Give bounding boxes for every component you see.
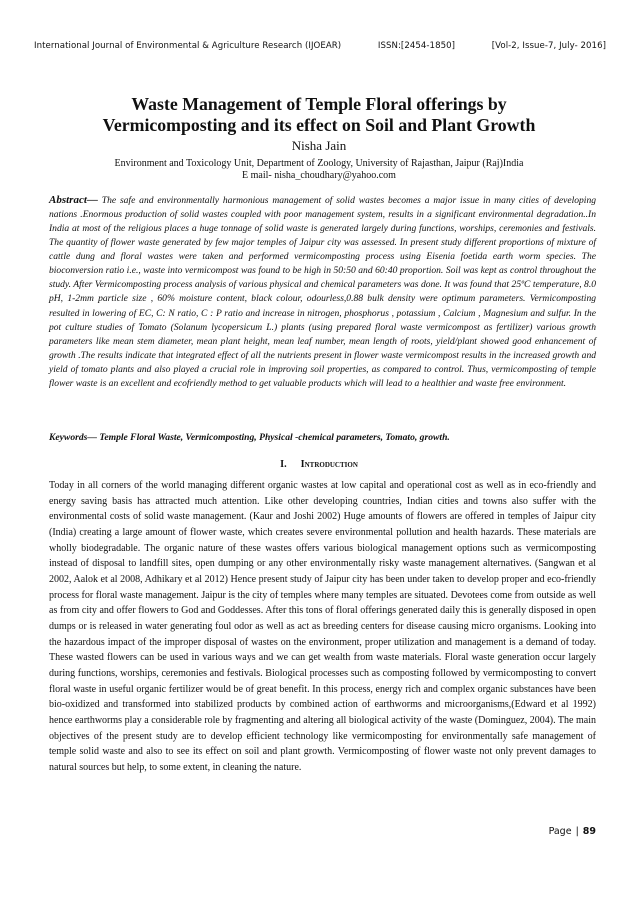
abstract-text: The safe and environmentally harmonious management of solid wastes becomes a major issue in many cities of developing nations .Enormous production of solid wastes coupled with poor management system, results in a significant environmental degradation..In India at most of the religious places a huge tonnage of solid waste is generated largely during functions, worships, ceremonies and festivals. The quantity of flower waste generated by few major temples of Jaipur city was assessed. In present study different proportions of mixture of cattle dung and floral wastes were taken and performed vermicomposting process using Eisenia foetida earth worm species. The bioconversion ratio i.e., waste into vermicompost was found to be high in 50:50 and 60:40 proportion. Soil was kept as control throughout the study. After Vermicomposting process analysis of various physical and chemical parameters was done. It was found that 25ºC temperature, 8.0 pH, 1-2mm particle size , 60% moisture content, black colour, odourless,0.88 bulk density were optimum parameters. Vermicomposting resulted in lowering of EC, C: N ratio, C : P ratio and increase in nitrogen, phosphorus , potassium , Calcium , Magnesium and sulfur. In the pot culture studies of Tomato (Solanum lycopersicum L.) plants (using prepared floral waste vermicompost as fertilizer) various growth parameters like mean stem diameter, mean plant height, mean leaf number, mean length of roots, yield/plant showed good enhancement of growth .The results indicate that integrated effect of all the nutrients present in flower waste vermicompost results in the increased growth and yield of tomato plants and also played a crucial role in improving soil properties, as compared to control. Thus, vermicomposting of temple flower waste is an excellent and ecofriendly method to get valuable products which will lead to a healthier and waste free environment.	[49, 195, 596, 389]
section-number: I.	[280, 459, 287, 470]
title-line-2: Vermicomposting and its effect on Soil and Plant Growth	[102, 114, 536, 135]
paper-title	[40, 94, 598, 135]
page-label: Page	[548, 826, 572, 837]
volume-issue: [Vol-2, Issue-7, July- 2016]	[491, 41, 606, 51]
footer-separator: |	[575, 826, 579, 837]
running-header	[34, 41, 606, 51]
introduction-text: Today in all corners of the world managing different organic wastes at low capital and operational cost as well as in eco-friendly and energy saving basis has attracted much attention. Like other developing countries, Indian cities and towns also suffer with the environmental costs of solid waste management. (Kaur and Joshi 2002) Huge amounts of flowers are offered in temples of Jaipur city (India) creating a large amount of flower waste, which creates severe environmental pollution and health hazards. These materials are wholly biodegradable. The organic nature of these wastes offers various biological management options such as vermicomposting instead of disposal to landfill sites, open dumping or any other environmentally risky waste management alternatives. (Sangwan et al 2002, Aalok et al 2008, Adhikary et al 2012) Hence present study of Jaipur city has been under taken to develop proper and eco-friendly process for floral waste management. Jaipur is the city of temples where many temples are situated. Devotees come from outside as well as from city and offer flowers to God and Goddesses. After this tons of floral offerings generated daily this is generally disposed in open dumps or is released in water generating foul odor as well as act as breeding centers for disease causing micro organisms. Looking into the hazardous impact of the improper disposal of wastes on the environment, proper utilization and management is a demand of today. These wasted flowers can be used in various ways and we can get wealth from waste materials. Floral waste generation occur largely during functions, worships, ceremonies and festivals. Biological processes such as composting followed by vermicomposting to convert floral waste in useful organic fertilizer would be of great benefit. In this process, energy rich and complex organic substances have been bio-oxidized and transformed into stabilized products by combined action of earthworms and microorganisms,(Edward et al 1992) hence earthworms play a considerable role by fragmenting and altering all biological activity of the waste (Dominguez, 2004). The main objectives of the present study are to develop efficient technology like vermicomposting for environmentally safe management of temple solid waste and also to see its effect on soil and plant growth. Vermicomposting of flower waste not only prevent damages to natural sources but help, to some extent, in cleaning the nature.	[49, 480, 596, 774]
page-footer	[549, 826, 596, 837]
issn: ISSN:[2454-1850]	[377, 41, 456, 51]
abstract-label: Abstract—	[49, 194, 98, 206]
email: E mail- nisha_choudhary@yahoo.com	[242, 170, 396, 182]
title-line-1: Waste Management of Temple Floral offerings by	[131, 94, 507, 114]
author-affiliation-block	[0, 158, 638, 183]
abstract	[49, 193, 596, 391]
affiliation: Environment and Toxicology Unit, Department of Zoology, University of Rajasthan, Jaipur (Raj)India	[114, 158, 524, 169]
author-name: Nisha Jain	[291, 138, 347, 153]
keywords: Keywords— Temple Floral Waste, Vermicomposting, Physical -chemical parameters, Tomato, growth.	[49, 432, 450, 443]
page-number: 89	[582, 826, 596, 837]
journal-name: International Journal of Environmental & Agriculture Research (IJOEAR)	[34, 41, 342, 51]
section-title: Introduction	[300, 459, 358, 470]
section-heading	[0, 459, 638, 470]
